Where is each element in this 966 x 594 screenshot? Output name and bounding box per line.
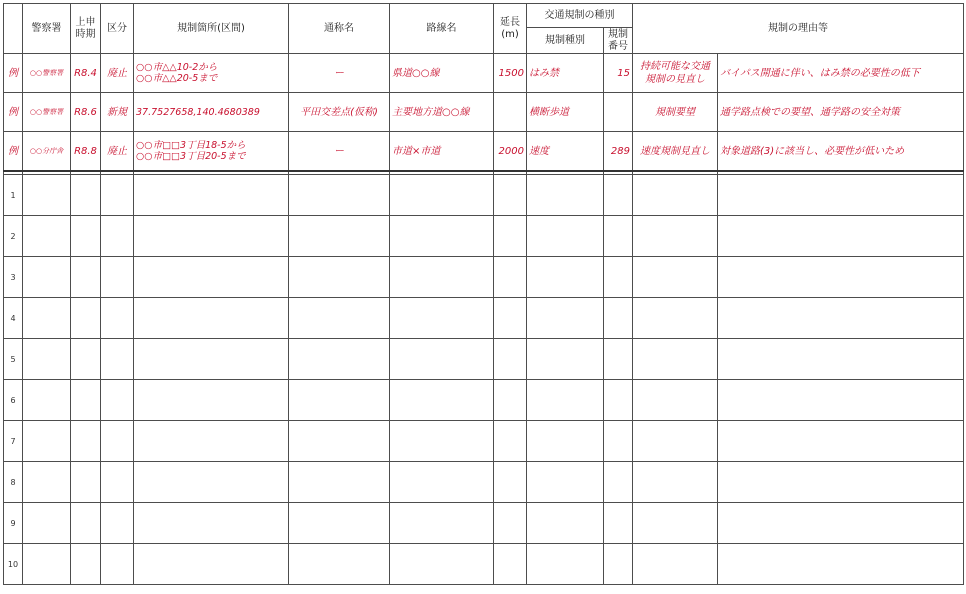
row-number: 8	[4, 462, 23, 503]
example-police: ○○警察署	[23, 54, 71, 93]
entry-cell-regulation-type[interactable]	[527, 421, 604, 462]
entry-cell-length[interactable]	[494, 421, 527, 462]
example-common-name: ー	[289, 54, 390, 93]
entry-row	[4, 503, 964, 544]
entry-cell-length[interactable]	[494, 503, 527, 544]
entry-cell-police[interactable]	[23, 421, 71, 462]
entry-cell-police[interactable]	[23, 462, 71, 503]
entry-cell-category[interactable]	[101, 298, 134, 339]
entry-cell-regulation-type[interactable]	[527, 380, 604, 421]
header-category: 区分	[101, 4, 134, 54]
entry-cell-period[interactable]	[71, 257, 101, 298]
entry-cell-location[interactable]	[134, 257, 289, 298]
entry-cell-length[interactable]	[494, 216, 527, 257]
example-row	[4, 132, 964, 172]
entry-row	[4, 257, 964, 298]
entry-cell-common-name[interactable]	[289, 216, 390, 257]
example-mark: 例	[4, 54, 23, 93]
entry-row	[4, 216, 964, 257]
entry-cell-reason[interactable]	[718, 421, 964, 462]
entry-cell-regulation-number[interactable]	[604, 380, 633, 421]
entry-cell-regulation-number[interactable]	[604, 175, 633, 216]
example-regulation-type: はみ禁	[527, 54, 604, 93]
entry-cell-length[interactable]	[494, 380, 527, 421]
entry-cell-police[interactable]	[23, 298, 71, 339]
entry-cell-period[interactable]	[71, 298, 101, 339]
entry-cell-common-name[interactable]	[289, 175, 390, 216]
entry-cell-regulation-type[interactable]	[527, 298, 604, 339]
example-period: R8.6	[71, 93, 101, 132]
entry-cell-reason[interactable]	[718, 544, 964, 585]
entry-cell-route-name[interactable]	[390, 339, 494, 380]
entry-cell-location[interactable]	[134, 175, 289, 216]
entry-cell-regulation-number[interactable]	[604, 257, 633, 298]
entry-row	[4, 175, 964, 216]
example-row	[4, 93, 964, 132]
example-regulation-number	[604, 93, 633, 132]
header-reason: 規制の理由等	[633, 4, 964, 54]
entry-cell-category[interactable]	[101, 544, 134, 585]
entry-cell-common-name[interactable]	[289, 339, 390, 380]
entry-cell-reason-short[interactable]	[633, 544, 718, 585]
header-regulation-type: 規制種別	[527, 28, 604, 54]
entry-cell-regulation-type[interactable]	[527, 339, 604, 380]
example-reason: バイパス開通に伴い、はみ禁の必要性の低下	[718, 54, 964, 93]
example-route-name: 主要地方道○○線	[390, 93, 494, 132]
example-regulation-number: 15	[604, 54, 633, 93]
example-period: R8.8	[71, 132, 101, 172]
example-regulation-type: 速度	[527, 132, 604, 172]
example-category: 廃止	[101, 132, 134, 172]
example-category: 廃止	[101, 54, 134, 93]
entry-cell-reason-short[interactable]	[633, 421, 718, 462]
entry-cell-police[interactable]	[23, 216, 71, 257]
entry-cell-common-name[interactable]	[289, 503, 390, 544]
example-reason: 通学路点検での要望、通学路の安全対策	[718, 93, 964, 132]
entry-cell-period[interactable]	[71, 216, 101, 257]
row-number: 3	[4, 257, 23, 298]
example-regulation-type: 横断歩道	[527, 93, 604, 132]
entry-cell-common-name[interactable]	[289, 257, 390, 298]
entry-cell-reason-short[interactable]	[633, 503, 718, 544]
entry-cell-reason[interactable]	[718, 339, 964, 380]
entry-cell-length[interactable]	[494, 462, 527, 503]
entry-cell-period[interactable]	[71, 544, 101, 585]
entry-cell-location[interactable]	[134, 421, 289, 462]
entry-cell-reason[interactable]	[718, 216, 964, 257]
row-number: 5	[4, 339, 23, 380]
entry-cell-category[interactable]	[101, 421, 134, 462]
entry-cell-period[interactable]	[71, 380, 101, 421]
header-regulation-group: 交通規制の種別	[527, 4, 633, 28]
entry-rows	[4, 175, 964, 585]
entry-cell-regulation-number[interactable]	[604, 216, 633, 257]
entry-cell-regulation-number[interactable]	[604, 339, 633, 380]
entry-cell-route-name[interactable]	[390, 216, 494, 257]
row-number: 10	[4, 544, 23, 585]
example-mark: 例	[4, 93, 23, 132]
entry-cell-reason[interactable]	[718, 175, 964, 216]
entry-cell-category[interactable]	[101, 462, 134, 503]
entry-cell-route-name[interactable]	[390, 462, 494, 503]
example-row	[4, 54, 964, 93]
example-length: 2000	[494, 132, 527, 172]
regulation-table	[3, 3, 964, 585]
entry-row	[4, 462, 964, 503]
entry-cell-category[interactable]	[101, 339, 134, 380]
entry-cell-length[interactable]	[494, 339, 527, 380]
entry-cell-reason[interactable]	[718, 257, 964, 298]
entry-cell-police[interactable]	[23, 544, 71, 585]
example-route-name: 市道×市道	[390, 132, 494, 172]
entry-cell-common-name[interactable]	[289, 421, 390, 462]
corner-header	[4, 4, 23, 54]
example-common-name: 平田交差点(仮称)	[289, 93, 390, 132]
entry-cell-reason[interactable]	[718, 462, 964, 503]
entry-cell-category[interactable]	[101, 216, 134, 257]
entry-cell-length[interactable]	[494, 544, 527, 585]
entry-cell-period[interactable]	[71, 503, 101, 544]
example-police: ○○分庁舎	[23, 132, 71, 172]
example-reason: 対象道路(3)に該当し、必要性が低いため	[718, 132, 964, 172]
entry-cell-reason-short[interactable]	[633, 216, 718, 257]
header-police: 警察署	[23, 4, 71, 54]
row-number: 6	[4, 380, 23, 421]
header-location: 規制箇所(区間)	[134, 4, 289, 54]
entry-cell-police[interactable]	[23, 503, 71, 544]
entry-cell-regulation-number[interactable]	[604, 462, 633, 503]
example-period: R8.4	[71, 54, 101, 93]
entry-cell-regulation-number[interactable]	[604, 503, 633, 544]
example-length	[494, 93, 527, 132]
example-location: ○○市△△10-2から ○○市△△20-5まで	[134, 54, 289, 93]
example-length: 1500	[494, 54, 527, 93]
example-category: 新規	[101, 93, 134, 132]
header-common-name: 通称名	[289, 4, 390, 54]
row-number: 4	[4, 298, 23, 339]
entry-cell-route-name[interactable]	[390, 503, 494, 544]
example-common-name: ー	[289, 132, 390, 172]
entry-cell-reason-short[interactable]	[633, 298, 718, 339]
entry-cell-route-name[interactable]	[390, 175, 494, 216]
entry-cell-length[interactable]	[494, 257, 527, 298]
example-reason-short: 持続可能な交通 規制の見直し	[633, 54, 718, 93]
entry-cell-category[interactable]	[101, 380, 134, 421]
entry-cell-reason[interactable]	[718, 298, 964, 339]
row-number: 9	[4, 503, 23, 544]
entry-cell-regulation-type[interactable]	[527, 257, 604, 298]
entry-cell-category[interactable]	[101, 257, 134, 298]
entry-cell-location[interactable]	[134, 462, 289, 503]
entry-cell-police[interactable]	[23, 380, 71, 421]
row-number: 7	[4, 421, 23, 462]
regulation-form	[3, 3, 963, 591]
entry-cell-route-name[interactable]	[390, 544, 494, 585]
entry-row	[4, 380, 964, 421]
entry-cell-regulation-number[interactable]	[604, 421, 633, 462]
header-route-name: 路線名	[390, 4, 494, 54]
example-route-name: 県道○○線	[390, 54, 494, 93]
entry-cell-police[interactable]	[23, 257, 71, 298]
entry-cell-regulation-number[interactable]	[604, 544, 633, 585]
entry-cell-common-name[interactable]	[289, 298, 390, 339]
entry-cell-regulation-number[interactable]	[604, 298, 633, 339]
entry-cell-location[interactable]	[134, 216, 289, 257]
entry-cell-regulation-type[interactable]	[527, 544, 604, 585]
entry-cell-period[interactable]	[71, 339, 101, 380]
header-period: 上申 時期	[71, 4, 101, 54]
example-regulation-number: 289	[604, 132, 633, 172]
row-number: 1	[4, 175, 23, 216]
entry-row	[4, 421, 964, 462]
example-reason-short: 速度規制見直し	[633, 132, 718, 172]
entry-cell-common-name[interactable]	[289, 380, 390, 421]
example-location: ○○市□□3丁目18-5から ○○市□□3丁目20-5まで	[134, 132, 289, 172]
entry-cell-reason-short[interactable]	[633, 462, 718, 503]
entry-cell-common-name[interactable]	[289, 462, 390, 503]
entry-cell-period[interactable]	[71, 175, 101, 216]
entry-cell-reason-short[interactable]	[633, 257, 718, 298]
entry-cell-location[interactable]	[134, 380, 289, 421]
entry-cell-common-name[interactable]	[289, 544, 390, 585]
entry-cell-period[interactable]	[71, 462, 101, 503]
entry-cell-location[interactable]	[134, 503, 289, 544]
entry-cell-regulation-type[interactable]	[527, 216, 604, 257]
entry-cell-category[interactable]	[101, 503, 134, 544]
entry-cell-length[interactable]	[494, 298, 527, 339]
entry-cell-police[interactable]	[23, 339, 71, 380]
entry-cell-route-name[interactable]	[390, 257, 494, 298]
example-location: 37.7527658,140.4680389	[134, 93, 289, 132]
entry-cell-police[interactable]	[23, 175, 71, 216]
entry-cell-location[interactable]	[134, 544, 289, 585]
entry-cell-period[interactable]	[71, 421, 101, 462]
entry-cell-category[interactable]	[101, 175, 134, 216]
entry-row	[4, 544, 964, 585]
entry-row	[4, 298, 964, 339]
entry-cell-route-name[interactable]	[390, 380, 494, 421]
entry-cell-route-name[interactable]	[390, 298, 494, 339]
entry-cell-regulation-type[interactable]	[527, 175, 604, 216]
header-regulation-number: 規制 番号	[604, 28, 633, 54]
entry-cell-reason-short[interactable]	[633, 339, 718, 380]
example-reason-short: 規制要望	[633, 93, 718, 132]
example-police: ○○警察署	[23, 93, 71, 132]
row-number: 2	[4, 216, 23, 257]
entry-cell-location[interactable]	[134, 298, 289, 339]
entry-cell-reason-short[interactable]	[633, 380, 718, 421]
entry-cell-reason[interactable]	[718, 380, 964, 421]
entry-row	[4, 339, 964, 380]
entry-cell-regulation-type[interactable]	[527, 503, 604, 544]
entry-cell-route-name[interactable]	[390, 421, 494, 462]
entry-cell-reason-short[interactable]	[633, 175, 718, 216]
entry-cell-regulation-type[interactable]	[527, 462, 604, 503]
entry-cell-reason[interactable]	[718, 503, 964, 544]
header-length: 延長 (m)	[494, 4, 527, 54]
entry-cell-length[interactable]	[494, 175, 527, 216]
entry-cell-location[interactable]	[134, 339, 289, 380]
example-mark: 例	[4, 132, 23, 172]
